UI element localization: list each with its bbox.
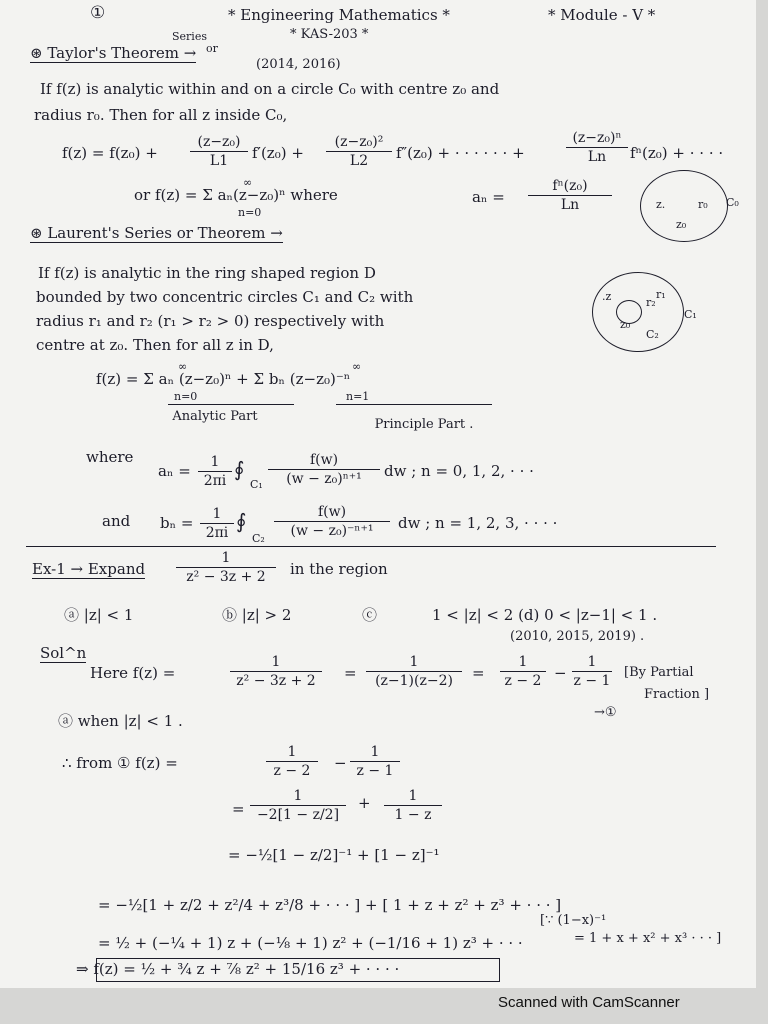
taylor-fig-z0: z₀ bbox=[676, 218, 687, 231]
laurent-an-contour: C₁ bbox=[250, 478, 263, 491]
section-divider bbox=[26, 546, 716, 547]
laurent-fig-c2: C₂ bbox=[646, 328, 659, 341]
taylor-an-fraction: $\frac{\text{fⁿ(z₀)}}{Ln}$ bbox=[528, 178, 612, 213]
taylor-term-2-fraction: $\frac{\text{(z−z₀)²}}{L2}$ bbox=[326, 134, 392, 169]
laurent-bn-tail: dw ; n = 1, 2, 3, · · · · bbox=[398, 514, 558, 532]
taylor-term-2: f″(z₀) + · · · · · · + bbox=[396, 144, 525, 162]
line4-note: [∵ (1−x)⁻¹ bbox=[540, 913, 607, 928]
laurent-bn-constant: $\frac{1}{2\pi i}$ bbox=[200, 506, 234, 541]
line3: = −½[1 − z/2]⁻¹ + [1 − z]⁻¹ bbox=[228, 846, 440, 864]
course-code: * KAS-203 * bbox=[290, 27, 369, 42]
laurent-an-lhs: aₙ = bbox=[158, 462, 191, 480]
taylor-fig-r0: r₀ bbox=[698, 198, 708, 211]
laurent-fig-z0: z₀ bbox=[620, 318, 631, 331]
laurent-bn-fraction: $\frac{f(w)}{\text{(w − z₀)⁻ⁿ⁺¹}}$ bbox=[274, 504, 390, 539]
example-option-b: ⓑ |z| > 2 bbox=[222, 606, 292, 624]
laurent-bn-integral: ∮ bbox=[236, 509, 247, 533]
solution-label: Sol^n bbox=[40, 644, 87, 662]
example-years: (2010, 2015, 2019) . bbox=[510, 629, 645, 644]
line2-fraction-a: $\frac{1}{-2[1 - z/2]}$ bbox=[250, 788, 346, 823]
example-fraction: $\frac{1}{\text{z² − 3z + 2}}$ bbox=[176, 550, 276, 585]
taylor-sum-bottom: n=0 bbox=[238, 206, 262, 219]
line4: = −½[1 + z/2 + z²/4 + z³/8 + · · · ] + [ 1 + z + z² + z³ + · · · ] bbox=[98, 896, 562, 914]
laurent-fig-r1: r₁ bbox=[656, 288, 666, 301]
laurent-para-2: bounded by two concentric circles C₁ and C₂ with bbox=[36, 288, 414, 306]
laurent-where: where bbox=[86, 448, 134, 466]
laurent-fig-c1: C₁ bbox=[684, 308, 697, 321]
laurent-fig-z: .z bbox=[602, 290, 612, 303]
laurent-and: and bbox=[102, 512, 131, 530]
example-option-a: ⓐ |z| < 1 bbox=[64, 606, 134, 624]
line5: = ½ + (−¼ + 1) z + (−⅛ + 1) z² + (−1/16 + 1) z³ + · · · bbox=[98, 934, 523, 952]
solution-note-2: Fraction ] bbox=[644, 687, 710, 702]
laurent-para-1: If f(z) is analytic in the ring shaped region D bbox=[38, 264, 376, 282]
laurent-sum1-top: ∞ bbox=[178, 360, 188, 373]
solution-equals-2: = bbox=[472, 664, 485, 682]
laurent-fig-r2: r₂ bbox=[646, 296, 656, 309]
line2-fraction-b: $\frac{1}{1 - z}$ bbox=[384, 788, 442, 823]
laurent-an-tail: dw ; n = 0, 1, 2, · · · bbox=[384, 462, 534, 480]
line1-minus: − bbox=[334, 754, 347, 772]
taylor-para-1: If f(z) is analytic within and on a circle C₀ with centre z₀ and bbox=[40, 80, 500, 98]
laurent-sum2-top: ∞ bbox=[352, 360, 362, 373]
solution-fraction-3: $\frac{1}{z - 2}$ bbox=[500, 654, 546, 689]
taylor-para-2: radius r₀. Then for all z inside C₀, bbox=[34, 106, 288, 124]
taylor-fig-c0: C₀ bbox=[726, 196, 739, 209]
solution-fraction-4: $\frac{1}{z - 1}$ bbox=[573, 654, 611, 689]
example-option-c-d: 1 < |z| < 2 (d) 0 < |z−1| < 1 . bbox=[432, 606, 658, 624]
laurent-bn-contour: C₂ bbox=[252, 532, 265, 545]
taylor-an-lhs: aₙ = bbox=[472, 188, 505, 206]
example-label: Ex-1 → Expand bbox=[32, 560, 146, 578]
laurent-an-constant: $\frac{1}{2\pi i}$ bbox=[198, 454, 232, 489]
laurent-bn-lhs: bₙ = bbox=[160, 514, 194, 532]
line1-from: ∴ from ① f(z) = bbox=[62, 754, 178, 772]
example-tail: in the region bbox=[290, 560, 388, 578]
solution-fraction-2: $\frac{1}{(z-1)(z-2)}$ bbox=[366, 654, 462, 689]
line2-plus: + bbox=[358, 794, 371, 812]
solution-equals-1: = bbox=[344, 664, 357, 682]
solution-note: [By Partial bbox=[624, 665, 694, 680]
taylor-fig-z: z. bbox=[656, 198, 666, 211]
example-option-c: ⓒ bbox=[362, 606, 378, 624]
laurent-sum2-bottom: n=1 bbox=[346, 390, 370, 403]
laurent-an-integral: ∮ bbox=[234, 457, 245, 481]
page-number: ① bbox=[90, 3, 106, 23]
taylor-formula-lhs: f(z) = f(z₀) + bbox=[62, 144, 158, 162]
line1-fraction-a: $\frac{1}{z - 2}$ bbox=[266, 744, 318, 779]
analytic-part-brace bbox=[168, 404, 294, 405]
course-title: * Engineering Mathematics * bbox=[228, 6, 450, 24]
solution-ref: →① bbox=[594, 705, 617, 720]
taylor-heading: ⊛ Taylor's Theorem → bbox=[30, 44, 197, 62]
line1-fraction-b: $\frac{1}{z - 1}$ bbox=[350, 744, 400, 779]
taylor-term-1: f′(z₀) + bbox=[252, 144, 304, 162]
taylor-term-n: fⁿ(z₀) + · · · · bbox=[630, 144, 724, 162]
solution-minus: − bbox=[554, 664, 567, 682]
final-answer: ⇒ f(z) = ½ + ¾ z + ⅞ z² + 15/16 z³ + · · · · bbox=[76, 960, 400, 978]
taylor-or-formula: or f(z) = Σ aₙ(z−z₀)ⁿ where bbox=[134, 186, 338, 204]
line2-equals: = bbox=[232, 800, 245, 818]
case-a-heading: ⓐ when |z| < 1 . bbox=[58, 712, 183, 730]
solution-here: Here f(z) = bbox=[90, 664, 176, 682]
taylor-sum-top: ∞ bbox=[243, 176, 253, 189]
principle-part-brace bbox=[336, 404, 492, 405]
line5-note: = 1 + x + x² + x³ · · · ] bbox=[574, 931, 722, 946]
taylor-label-or: or bbox=[206, 42, 218, 55]
laurent-para-4: centre at z₀. Then for all z in D, bbox=[36, 336, 274, 354]
taylor-term-n-fraction: $\frac{\text{(z−z₀)ⁿ}}{Ln}$ bbox=[566, 130, 628, 165]
analytic-part-label: Analytic Part bbox=[172, 409, 258, 424]
laurent-heading: ⊛ Laurent's Series or Theorem → bbox=[30, 224, 283, 242]
taylor-term-1-fraction: $\frac{\text{(z−z₀)}}{L1}$ bbox=[190, 134, 248, 169]
taylor-label-series: Series bbox=[172, 30, 207, 43]
laurent-para-3: radius r₁ and r₂ (r₁ > r₂ > 0) respectively with bbox=[36, 312, 385, 330]
camscanner-watermark: Scanned with CamScanner bbox=[498, 994, 680, 1011]
principle-part-label: Principle Part . bbox=[374, 417, 474, 432]
laurent-formula: f(z) = Σ aₙ (z−z₀)ⁿ + Σ bₙ (z−z₀)⁻ⁿ bbox=[96, 370, 351, 388]
module-title: * Module - V * bbox=[548, 6, 656, 24]
solution-fraction-1: $\frac{1}{\text{z² − 3z + 2}}$ bbox=[230, 654, 322, 689]
laurent-an-fraction: $\frac{f(w)}{\text{(w − z₀)ⁿ⁺¹}}$ bbox=[268, 452, 380, 487]
laurent-sum1-bottom: n=0 bbox=[174, 390, 198, 403]
taylor-years: (2014, 2016) bbox=[256, 57, 341, 72]
